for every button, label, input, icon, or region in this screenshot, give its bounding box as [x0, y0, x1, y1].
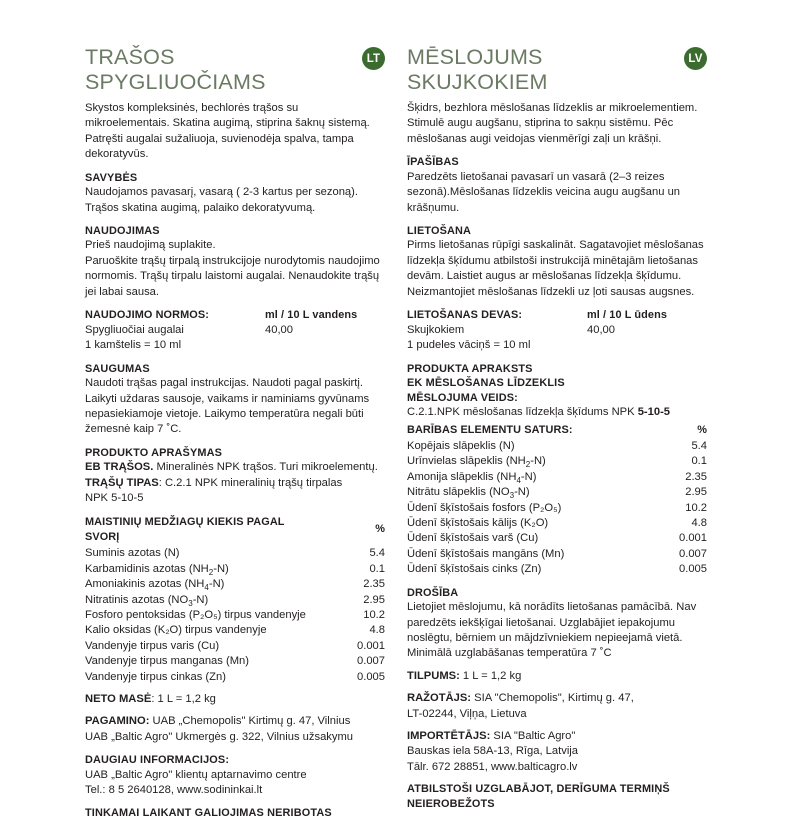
lv-nutrient-header-label: BARĪBAS ELEMENTU SATURS: — [407, 423, 573, 436]
lt-more-info-heading: DAUGIAU INFORMACIJOS: — [85, 754, 230, 767]
lv-column-header — [407, 44, 707, 95]
nutrient-value: 10.2 — [685, 501, 707, 514]
lt-dose-header-label: NAUDOJIMO NORMOS: — [85, 309, 209, 322]
lt-dose-row — [85, 323, 385, 338]
nutrient-value: 0.001 — [357, 639, 385, 652]
chemical-subscript: 3 — [509, 491, 515, 501]
lv-usage-text: Pirms lietošanas rūpīgi saskalināt. Sagatavojiet mēslošanas līdzekļa šķīdumu atbilstoši instrukcijā minētajām lietošanas devām. Laistiet augus ar mēslošanas līdzekļa šķīdumu. Neizmantojiet mēslošanas līdzekli uz ļoti sausas augsnes. — [407, 239, 704, 298]
lv-volume-rest: 1 L = 1,2 kg — [459, 669, 522, 682]
nutrient-name: Urīnvielas slāpeklis $(NH_2-N)$ — [407, 455, 546, 470]
nutrient-row — [407, 485, 707, 500]
lt-description-line-2 — [85, 476, 385, 491]
lv-importer — [407, 729, 707, 744]
lt-dose-header-value: ml / 10 L vandens — [265, 309, 358, 322]
lv-description-heading: PRODUKTA APRAKSTS — [407, 362, 533, 375]
nutrient-value: 2.95 — [363, 593, 385, 606]
lt-desc-1-rest: Mineralinės NPK trąšos. Turi mikroelementų. — [153, 461, 378, 474]
lv-dose-header-row — [407, 308, 707, 323]
lt-description-heading: PRODUKTO APRAŠYMAS — [85, 446, 223, 459]
nutrient-row — [85, 670, 385, 685]
lt-safety-text: Naudoti trąšas pagal instrukcijas. Naudoti pagal paskirtį. Laikyti uždaras sausoje, vaikams ir naminiams gyvūnams nepasiekiamoje vietoje. Laikymo temperatūra negali būti žemesnė kaip 7 ˚C. — [85, 377, 370, 436]
lv-importer-line-2: Bauskas iela 58A-13, Rīga, Latvija — [407, 745, 579, 758]
lv-safety-text: Lietojiet mēslojumu, kā norādīts lietošanas pamācībā. Nav paredzēts iekšķīgai lietošanai. Uzglabājiet iepakojumu noslēgtu, bērniem un mājdzīvniekiem nepieejamā vietā. Minimālā uzglabāšanas temperatūra 7 ˚C — [407, 601, 697, 660]
lv-safety-heading: DROŠĪBA — [407, 586, 459, 599]
nutrient-value: 0.007 — [679, 547, 707, 560]
lv-desc-rest: C.2.1.NPK mēslošanas līdzekļa šķīdums NPK — [407, 406, 638, 419]
lt-product-title: TRAŠOS SPYGLIUOČIAMS — [85, 45, 266, 94]
lv-description-heading-3: MĒSLOJUMA VEIDS: — [407, 391, 518, 404]
lt-dose-note-spacer — [259, 338, 385, 353]
lt-usage-text-1: Prieš naudojimą suplakite. — [85, 239, 216, 252]
lv-desc-bold: 5-10-5 — [637, 406, 671, 419]
lv-dose-header-value: ml / 10 L ūdens — [587, 309, 667, 322]
nutrient-value: 2.95 — [685, 486, 707, 499]
nutrient-value: 0.1 — [369, 562, 385, 575]
lt-shelf-life: TINKAMAI LAIKANT GALIOJIMAS NERIBOTAS — [85, 806, 332, 819]
lt-nutrient-header-label: MAISTINIŲ MEDŽIAGŲ KIEKIS PAGAL SVORĮ — [85, 515, 285, 543]
chemical-subscript: 2 — [208, 567, 214, 577]
nutrient-value: 2.35 — [363, 578, 385, 591]
nutrient-row — [407, 501, 707, 516]
lt-language-badge: LT — [362, 47, 385, 70]
nutrient-name: Fosforo pentoksidas (P₂O₅) tirpus vandenyje — [85, 608, 306, 621]
lv-manufacturer-rest: SIA "Chemopolis", Kirtimų g. 47, — [471, 692, 634, 705]
nutrient-value: 10.2 — [363, 608, 385, 621]
lt-usage-text-2: Paruoškite trąšų tirpalą instrukcijoje nurodytomis naudojimo normomis. Trąšų tirpalu laistomi augalai. Nenaudokite trąšų jei labai sausa. — [85, 254, 380, 298]
nutrient-row — [85, 654, 385, 669]
lt-safety-heading: SAUGUMAS — [85, 362, 150, 375]
lv-dose-row-value: 40,00 — [587, 324, 615, 337]
lv-properties-heading: ĪPAŠĪBAS — [407, 156, 459, 169]
lv-intro-text: Šķidrs, bezhlora mēslošanas līdzeklis ar mikroelementiem. Stimulē augu augšanu, stiprina to sakņu sistēmu. Pēc mēslošanas augi veidojas vienmērīgi zaļi un krāšņi. — [407, 102, 698, 145]
lt-intro-text: Skystos kompleksinės, bechlorės trąšos su mikroelementais. Skatina augimą, stiprina šaknų sistemą. Patręšti augalai sužaliuoja, suvienodėja spalva, tampa dekoratyvūs. — [85, 102, 370, 161]
lt-net-mass-rest: : 1 L = 1,2 kg — [151, 692, 216, 705]
nutrient-row — [85, 593, 385, 608]
lt-properties-heading: SAVYBĖS — [85, 171, 138, 184]
lv-usage-heading: LIETOŠANA — [407, 224, 472, 237]
chemical-subscript: 3 — [188, 598, 193, 608]
nutrient-value: 2.35 — [685, 470, 707, 483]
language-column-lv — [407, 44, 707, 811]
nutrient-row — [407, 439, 707, 454]
nutrient-row — [85, 623, 385, 638]
lv-dose-note-row — [407, 338, 707, 353]
lv-description-heading-2: EK MĒSLOŠANAS LĪDZEKLIS — [407, 377, 565, 390]
lv-dose-note: 1 pudeles vāciņš = 10 ml — [407, 339, 531, 352]
lt-net-mass — [85, 692, 385, 707]
lt-manufacturer-rest: UAB „Chemopolis" Kirtimų g. 47, Vilnius — [149, 715, 351, 728]
lv-properties-text: Paredzēts lietošanai pavasarī un vasarā (2–3 reizes sezonā).Mēslošanas līdzeklis veicina augu augšanu un krāšņumu. — [407, 170, 681, 214]
language-column-lt — [85, 44, 385, 820]
lt-description-line-1 — [85, 460, 385, 475]
nutrient-row — [407, 454, 707, 469]
nutrient-row — [407, 531, 707, 546]
lv-manufacturer-line-2: LT-02244, Viļņa, Lietuva — [407, 707, 527, 720]
nutrient-name: Ūdenī šķīstošais kālijs (K₂O) — [407, 517, 549, 530]
lv-volume — [407, 669, 707, 684]
nutrient-name: Vandenyje tirpus manganas (Mn) — [85, 655, 249, 668]
chemical-subscript: 2 — [525, 460, 531, 470]
lt-column-header — [85, 44, 385, 95]
nutrient-row — [407, 547, 707, 562]
lv-manufacturer — [407, 691, 707, 706]
nutrient-value: 0.1 — [691, 455, 707, 468]
nutrient-row — [407, 562, 707, 577]
nutrient-value: 0.007 — [357, 655, 385, 668]
lt-nutrient-header-unit: % — [375, 523, 385, 536]
lt-dose-table — [85, 308, 385, 354]
lv-manufacturer-bold: RAŽOTĀJS: — [407, 692, 472, 705]
lt-desc-1-bold: EB TRĄŠOS. — [85, 461, 154, 474]
nutrient-value: 4.8 — [369, 624, 385, 637]
nutrient-name: Amonija slāpeklis $(NH_4-N)$ — [407, 470, 537, 486]
lt-desc-2-rest: : C.2.1 NPK mineralinių trąšų tirpalas — [158, 476, 343, 489]
nutrient-row — [85, 546, 385, 561]
nutrient-value: 0.001 — [679, 532, 707, 545]
nutrient-row — [85, 639, 385, 654]
nutrient-name: Ūdenī šķīstošais mangāns (Mn) — [407, 547, 565, 560]
nutrient-row — [85, 577, 385, 592]
lv-dose-header-label: LIETOŠANAS DEVAS: — [407, 309, 523, 322]
nutrient-value: 5.4 — [691, 439, 707, 452]
lt-manufacturer-line-2: UAB „Baltic Agro" Ukmergės g. 322, Vilnius užsakymu — [85, 730, 354, 743]
lt-nutrient-header-row — [85, 515, 385, 547]
nutrient-name: Kopējais slāpeklis (N) — [407, 439, 515, 452]
lt-dose-note-row — [85, 338, 385, 353]
lv-importer-bold: IMPORTĒTĀJS: — [407, 729, 491, 742]
nutrient-name: Vandenyje tirpus varis (Cu) — [85, 639, 220, 652]
nutrient-row — [407, 516, 707, 531]
lt-dose-row-label: Spygliuočiai augalai — [85, 324, 184, 337]
nutrient-row — [85, 608, 385, 623]
lt-manufacturer — [85, 714, 385, 729]
lv-shelf-life: ATBILSTOŠI UZGLABĀJOT, DERĪGUMA TERMIŅŠ NEIEROBEŽOTS — [407, 783, 670, 810]
lv-dose-row-label: Skujkokiem — [407, 324, 465, 337]
lt-usage-heading: NAUDOJIMAS — [85, 224, 160, 237]
lt-dose-note: 1 kamštelis = 10 ml — [85, 339, 182, 352]
lt-manufacturer-bold: PAGAMINO: — [85, 715, 150, 728]
nutrient-name: Ūdenī šķīstošais fosfors (P₂O₅) — [407, 501, 562, 514]
nutrient-row — [85, 562, 385, 577]
chemical-subscript: 4 — [204, 583, 209, 593]
lv-importer-line-3: Tālr. 672 28851, www.balticagro.lv — [407, 760, 578, 773]
lv-volume-bold: TILPUMS: — [407, 669, 460, 682]
nutrient-name: Suminis azotas (N) — [85, 547, 180, 560]
nutrient-name: Amoniakinis azotas $(NH_4-N)$ — [85, 578, 225, 593]
lv-nutrient-tbody — [407, 423, 707, 578]
nutrient-value: 4.8 — [691, 517, 707, 530]
lv-dose-note-spacer — [581, 338, 707, 353]
nutrient-name: Ūdenī šķīstošais varš (Cu) — [407, 532, 539, 545]
nutrient-name: Karbamidinis azotas $(NH_2-N)$ — [85, 562, 229, 577]
lv-dose-row — [407, 323, 707, 338]
nutrient-value: 0.005 — [679, 563, 707, 576]
chemical-subscript: 4 — [516, 476, 521, 486]
nutrient-name: Ūdenī šķīstošais cinks (Zn) — [407, 563, 542, 576]
lv-product-title: MĒSLOJUMS SKUJKOKIEM — [407, 45, 548, 94]
nutrient-name: Vandenyje tirpus cinkas (Zn) — [85, 670, 226, 683]
nutrient-name: Kalio oksidas (K₂O) tirpus vandenyje — [85, 624, 267, 637]
nutrient-value: 0.005 — [357, 670, 385, 683]
lv-description-line — [407, 405, 707, 420]
lv-nutrient-header-unit: % — [697, 423, 707, 436]
lt-nutrient-tbody — [85, 515, 385, 685]
nutrient-name: Nitratinis azotas $(NO_3-N)$ — [85, 593, 209, 608]
lt-more-info-line-2: Tel.: 8 5 2640128, www.sodininkai.lt — [85, 784, 263, 797]
nutrient-row — [407, 470, 707, 485]
lv-dose-table — [407, 308, 707, 354]
nutrient-value: 5.4 — [369, 547, 385, 560]
lv-language-badge: LV — [684, 47, 707, 70]
lt-nutrient-table — [85, 515, 385, 685]
lv-nutrient-header-row — [407, 423, 707, 439]
lt-desc-2-bold: TRĄŠŲ TIPAS — [85, 476, 159, 489]
nutrient-name: Nitrātu slāpeklis $(NO_3-N)$ — [407, 486, 530, 501]
lt-dose-header-row — [85, 308, 385, 323]
lt-description-line-3: NPK 5-10-5 — [85, 492, 144, 505]
lv-importer-rest: SIA "Baltic Agro" — [490, 729, 576, 742]
lt-properties-text: Naudojamos pavasarį, vasarą ( 2-3 kartus per sezoną). Trąšos skatina augimą, palaiko dekoratyvumą. — [85, 186, 358, 214]
lv-nutrient-table — [407, 423, 707, 578]
lt-net-mass-bold: NETO MASĖ — [85, 692, 152, 705]
lt-more-info-line-1: UAB „Baltic Agro" klientų aptarnavimo centre — [85, 768, 307, 781]
lt-dose-row-value: 40,00 — [265, 324, 293, 337]
